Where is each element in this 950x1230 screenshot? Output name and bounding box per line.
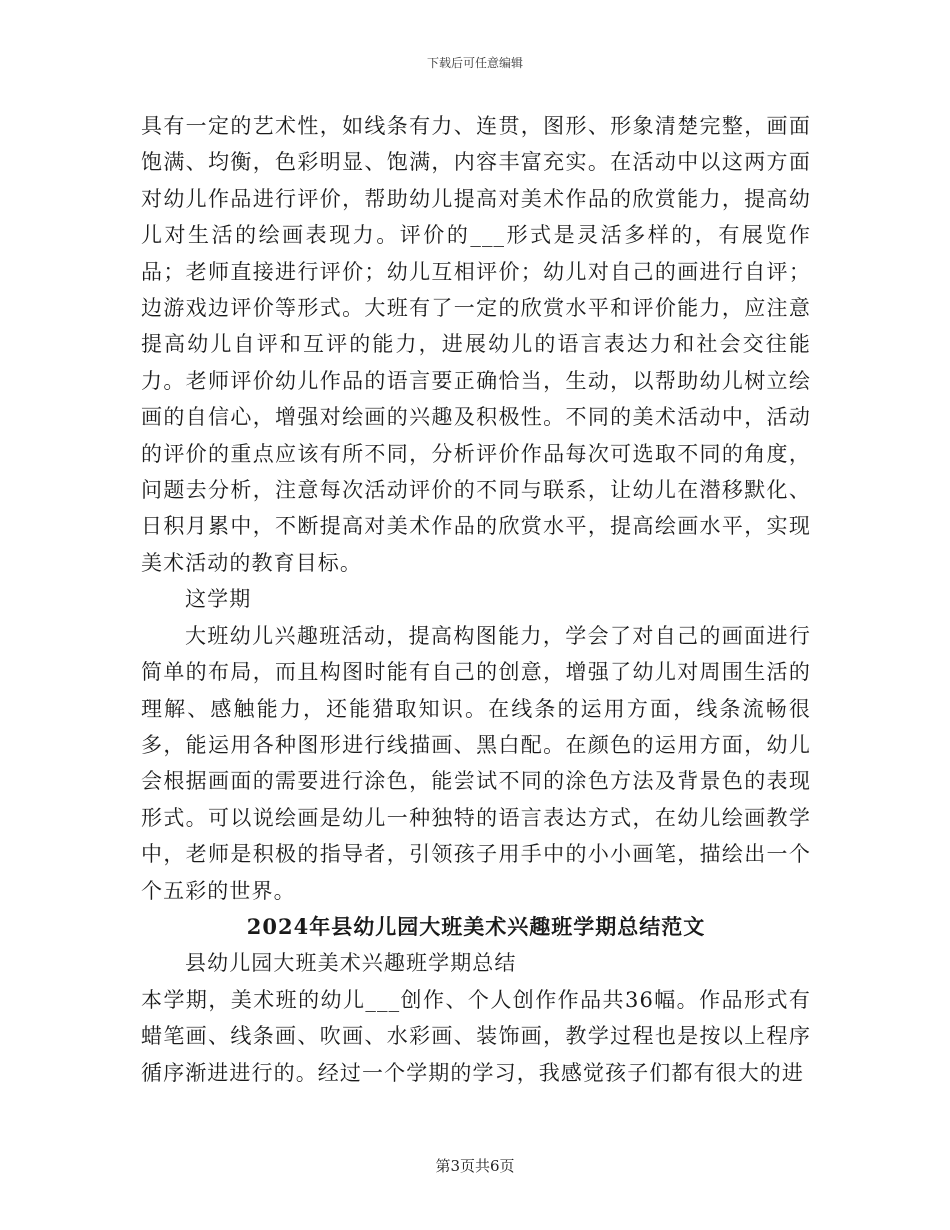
- paragraph-this-semester: 这学期: [185, 587, 252, 612]
- paragraph-interest-class-activities: 大班幼儿兴趣班活动，提高构图能力，学会了对自己的画面进行简单的布局，而且构图时能有自己的创意，增强了幼儿对周围生活的理解、感触能力，还能猎取知识。在线条的运用方面，线条流畅很多，能运用各种图形进行线描画、黑白配。在颜色的运用方面，幼儿会根据画面的需要进行涂色，能尝试不同的涂色方法及背景色的表现形式。可以说绘画是幼儿一种独特的语言表达方式，在幼儿绘画教学中，老师是积极的指导者，引领孩子用手中的小小画笔，描绘出一个个五彩的世界。: [141, 623, 811, 903]
- paragraph-subtitle: 县幼儿园大班美术兴趣班学期总结: [185, 951, 517, 976]
- paragraph-art-evaluation: 具有一定的艺术性，如线条有力、连贯，图形、形象清楚完整，画面饱满、均衡，色彩明显、饱满，内容丰富充实。在活动中以这两方面对幼儿作品进行评价，帮助幼儿提高对美术作品的欣赏能力，提高幼儿对生活的绘画表现力。评价的___形式是灵活多样的，有展览作品；老师直接进行评价；幼儿互相评价；幼儿对自己的画进行自评；边游戏边评价等形式。大班有了一定的欣赏水平和评价能力，应注意提高幼儿自评和互评的能力，进展幼儿的语言表达力和社会交往能力。老师评价幼儿作品的语言要正确恰当，生动，以帮助幼儿树立绘画的自信心，增强对绘画的兴趣及积极性。不同的美术活动中，活动的评价的重点应该有所不同，分析评价作品每次可选取不同的角度，问题去分析，注意每次活动评价的不同与联系，让幼儿在潜移默化、日积月累中，不断提高对美术作品的欣赏水平，提高绘画水平，实现美术活动的教育目标。: [141, 114, 811, 575]
- page-header-note: 下载后可任意编辑: [426, 56, 523, 70]
- paragraph-semester-works: 本学期，美术班的幼儿___创作、个人创作作品共36幅。作品形式有蜡笔画、线条画、吹画、水彩画、装饰画，教学过程也是按以上程序循序渐进进行的。经过一个学期的学习，我感觉孩子们都有很大的进: [141, 987, 811, 1085]
- page-number: 第3页共6页: [435, 1157, 515, 1175]
- document-body: [141, 108, 811, 1091]
- document-title: 2024年县幼儿园大班美术兴趣班学期总结范文: [246, 913, 706, 939]
